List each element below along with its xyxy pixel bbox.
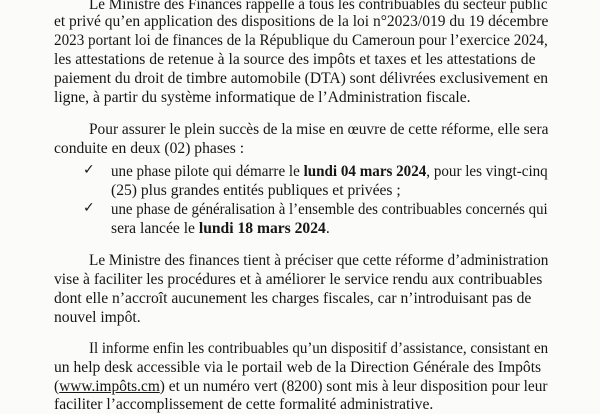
text-line: nouvel impôt.: [54, 309, 141, 326]
phase-date: lundi 04 mars 2024: [303, 163, 427, 180]
checkmark-icon: ✓: [83, 162, 95, 178]
phase-text: , pour les vingt-cinq: [426, 163, 548, 180]
phase-date: lundi 18 mars 2024: [198, 220, 326, 237]
phase-item-2-line-1: une phase de généralisation à l’ensemble des contribuables concernés qui: [111, 201, 548, 218]
text-line: les attestations de retenue à la source des impôts et taxes et les attestations de: [54, 51, 536, 68]
text-line: Pour assurer le plein succès de la mise en œuvre de cette réforme, elle sera: [89, 121, 549, 138]
text-fragment: (: [54, 378, 60, 395]
phase-text: sera lancée le: [111, 220, 199, 237]
text-fragment: ) et un numéro vert (8200) sont mis à leur disposition pour leur: [159, 378, 548, 395]
website-link[interactable]: www.impôts.cm: [59, 378, 160, 395]
text-line: Le Ministre des Finances rappelle à tous les contribuables du secteur public: [89, 0, 548, 13]
phase-text: .: [325, 220, 330, 237]
text-line: conduite en deux (02) phases :: [54, 140, 245, 157]
checkmark-icon: ✓: [83, 200, 95, 216]
text-line: paiement du droit de timbre automobile (DTA) sont délivrées exclusivement en: [54, 70, 549, 87]
phase-item-1-line-1: [111, 163, 548, 181]
text-line: 2023 portant loi de finances de la République du Cameroun pour l’exercice 2024,: [54, 32, 548, 49]
text-line: et privé qu’en application des dispositions de la loi n°2023/019 du 19 décembre: [54, 13, 549, 30]
phase-item-2-line-2: [111, 220, 330, 238]
phase-text: une phase pilote qui démarre le: [111, 163, 304, 180]
text-line: [54, 378, 548, 396]
text-line: Il informe enfin les contribuables qu’un dispositif d’assistance, consistant en: [89, 340, 549, 357]
text-line: un help desk accessible via le portail web de la Direction Générale des Impôts: [54, 359, 542, 376]
phase-item-1-line-2: (25) plus grandes entités publiques et privées ;: [111, 182, 401, 199]
text-line: ligne, à partir du système informatique de l’Administration fiscale.: [54, 89, 471, 106]
text-line: dont elle n’accroît aucunement les charges fiscales, car n’introduisant pas de: [54, 290, 532, 307]
text-line: Le Ministre des finances tient à préciser que cette réforme d’administration: [89, 252, 549, 269]
text-line-partial: faciliter l’accomplissement de cette formalité administrative.: [54, 396, 434, 413]
text-line: vise à faciliter les procédures et à améliorer le service rendu aux contribuables: [54, 271, 543, 288]
